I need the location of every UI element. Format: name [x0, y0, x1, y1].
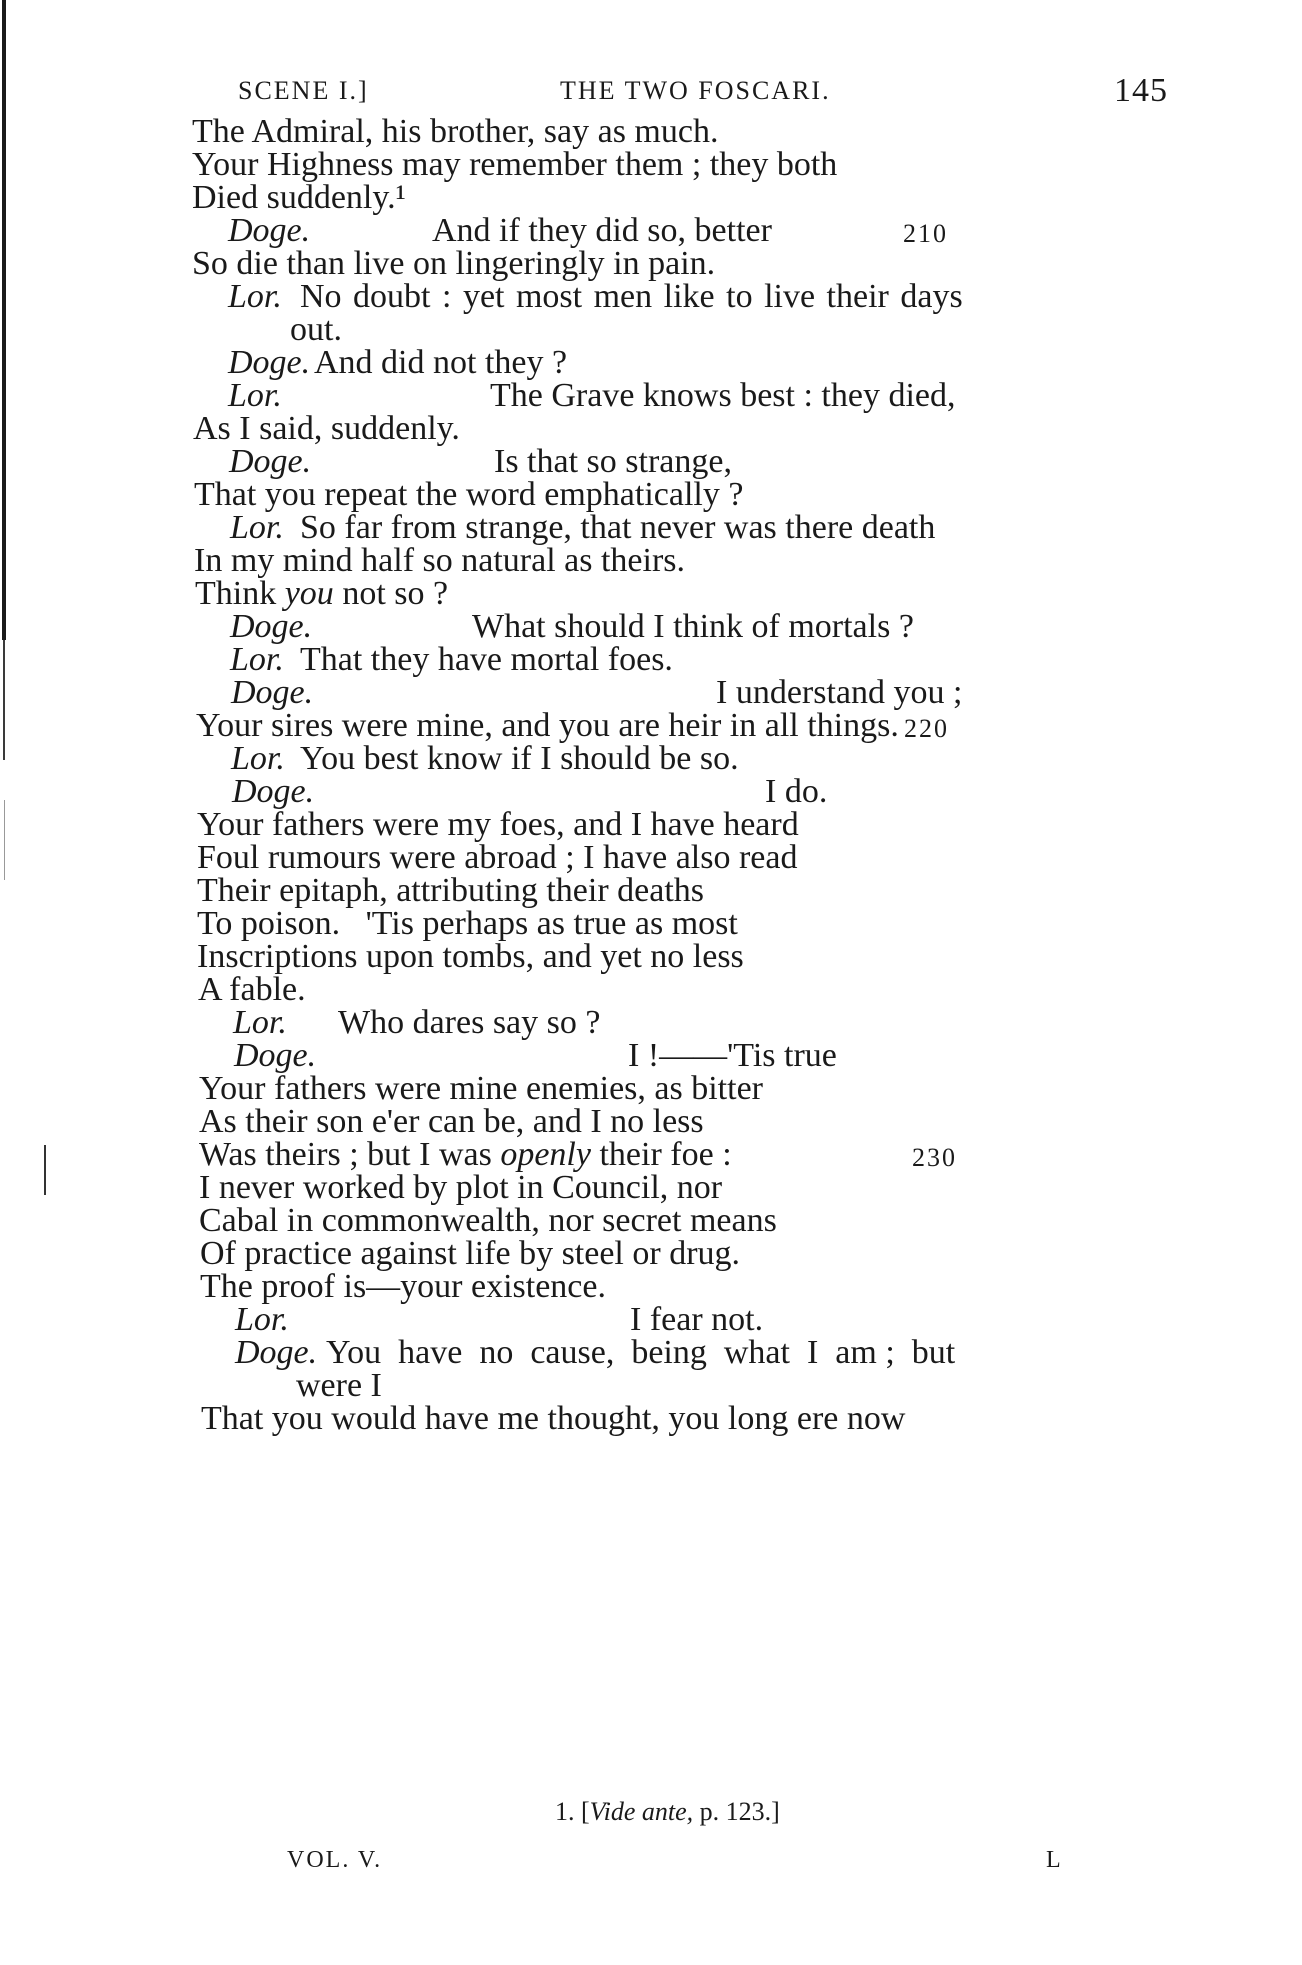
- line-text: That you repeat the word emphatically ?: [194, 476, 744, 513]
- speaker-name: Doge.: [231, 674, 314, 711]
- line-text: So die than live on lingeringly in pain.: [192, 245, 716, 282]
- line-text: A fable.: [198, 971, 306, 1008]
- speaker-name: Doge.: [235, 1334, 318, 1371]
- line-text: I fear not.: [630, 1301, 764, 1338]
- line-text: Who dares say so ?: [338, 1004, 601, 1041]
- line-text: You have no cause, being what I am ; but: [326, 1334, 956, 1371]
- volume-signature: VOL. V.: [287, 1847, 383, 1873]
- line-number: 230: [912, 1143, 957, 1172]
- line-text-pre: Think: [195, 575, 285, 612]
- page-number: 145: [1114, 72, 1168, 109]
- line-text: Of practice against life by steel or drug.: [200, 1235, 741, 1272]
- line-text-post: not so ?: [333, 575, 449, 612]
- line-text: The proof is—your existence.: [200, 1268, 606, 1305]
- speaker-name: Doge.: [228, 212, 311, 249]
- speaker-name: Lor.: [228, 278, 282, 315]
- line-text-pre: Was theirs ; but I was: [199, 1136, 501, 1173]
- line-text: Your fathers were my foes, and I have heard: [197, 806, 799, 843]
- speaker-name: Doge.: [232, 773, 315, 810]
- line-text: I understand you ;: [716, 674, 963, 711]
- speaker-name: Lor.: [231, 740, 285, 777]
- line-text: Foul rumours were abroad ; I have also read: [197, 839, 798, 876]
- verse-line: [0, 1399, 1302, 1439]
- line-text: I !——'Tis true: [628, 1037, 837, 1074]
- line-text: Cabal in commonwealth, nor secret means: [199, 1202, 777, 1239]
- line-text: out.: [290, 311, 342, 348]
- line-text: You best know if I should be so.: [300, 740, 739, 777]
- footnote-marker: 1.: [555, 1797, 575, 1826]
- speaker-name: Doge.: [229, 443, 312, 480]
- line-text-post: their foe :: [590, 1136, 732, 1173]
- line-text: The Admiral, his brother, say as much.: [192, 113, 719, 150]
- speaker-name: Lor.: [235, 1301, 289, 1338]
- running-header: [0, 72, 1302, 112]
- line-text: To poison. 'Tis perhaps as true as most: [197, 905, 738, 942]
- footnote-citation: Vide ante,: [589, 1797, 694, 1826]
- line-number: 210: [903, 219, 948, 248]
- line-number: 220: [904, 714, 949, 743]
- line-text: In my mind half so natural as theirs.: [194, 542, 686, 579]
- line-text: I do.: [765, 773, 828, 810]
- line-text: The Grave knows best : they died,: [490, 377, 956, 414]
- line-text: Their epitaph, attributing their deaths: [197, 872, 705, 909]
- speaker-name: Doge.: [234, 1037, 317, 1074]
- line-text: And if they did so, better: [432, 212, 772, 249]
- line-text: As I said, suddenly.: [193, 410, 460, 447]
- line-text: That they have mortal foes.: [300, 641, 673, 678]
- line-text: Your Highness may remember them ; they both: [192, 146, 838, 183]
- line-text: Inscriptions upon tombs, and yet no less: [197, 938, 744, 975]
- gathering-signature: L: [1046, 1847, 1063, 1873]
- line-text: As their son e'er can be, and I no less: [199, 1103, 704, 1140]
- emphasis-text: openly: [500, 1136, 591, 1173]
- footnote-bracket: [: [581, 1797, 590, 1826]
- footnote: [555, 1797, 780, 1827]
- emphasis-text: you: [284, 575, 334, 612]
- line-text: So far from strange, that never was there death: [300, 509, 936, 546]
- line-text: That you would have me thought, you long ere now: [201, 1400, 906, 1437]
- line-text: were I: [296, 1367, 382, 1404]
- speaker-name: Lor.: [228, 377, 282, 414]
- footnote-page: p. 123.]: [693, 1797, 780, 1826]
- line-text: And did not they ?: [314, 344, 568, 381]
- line-text: No doubt : yet most men like to live their days: [300, 278, 963, 315]
- header-scene: SCENE I.]: [238, 76, 369, 105]
- line-text: Is that so strange,: [494, 443, 732, 480]
- speaker-name: Doge.: [228, 344, 311, 381]
- line-text: What should I think of mortals ?: [472, 608, 914, 645]
- header-title: THE TWO FOSCARI.: [560, 76, 831, 105]
- line-text: Your sires were mine, and you are heir in all things.: [196, 707, 899, 744]
- speaker-name: Lor.: [230, 509, 284, 546]
- line-text: Your fathers were mine enemies, as bitter: [199, 1070, 763, 1107]
- line-text: Died suddenly.¹: [192, 179, 406, 216]
- line-text: I never worked by plot in Council, nor: [199, 1169, 723, 1206]
- speaker-name: Lor.: [233, 1004, 287, 1041]
- speaker-name: Lor.: [230, 641, 284, 678]
- speaker-name: Doge.: [230, 608, 313, 645]
